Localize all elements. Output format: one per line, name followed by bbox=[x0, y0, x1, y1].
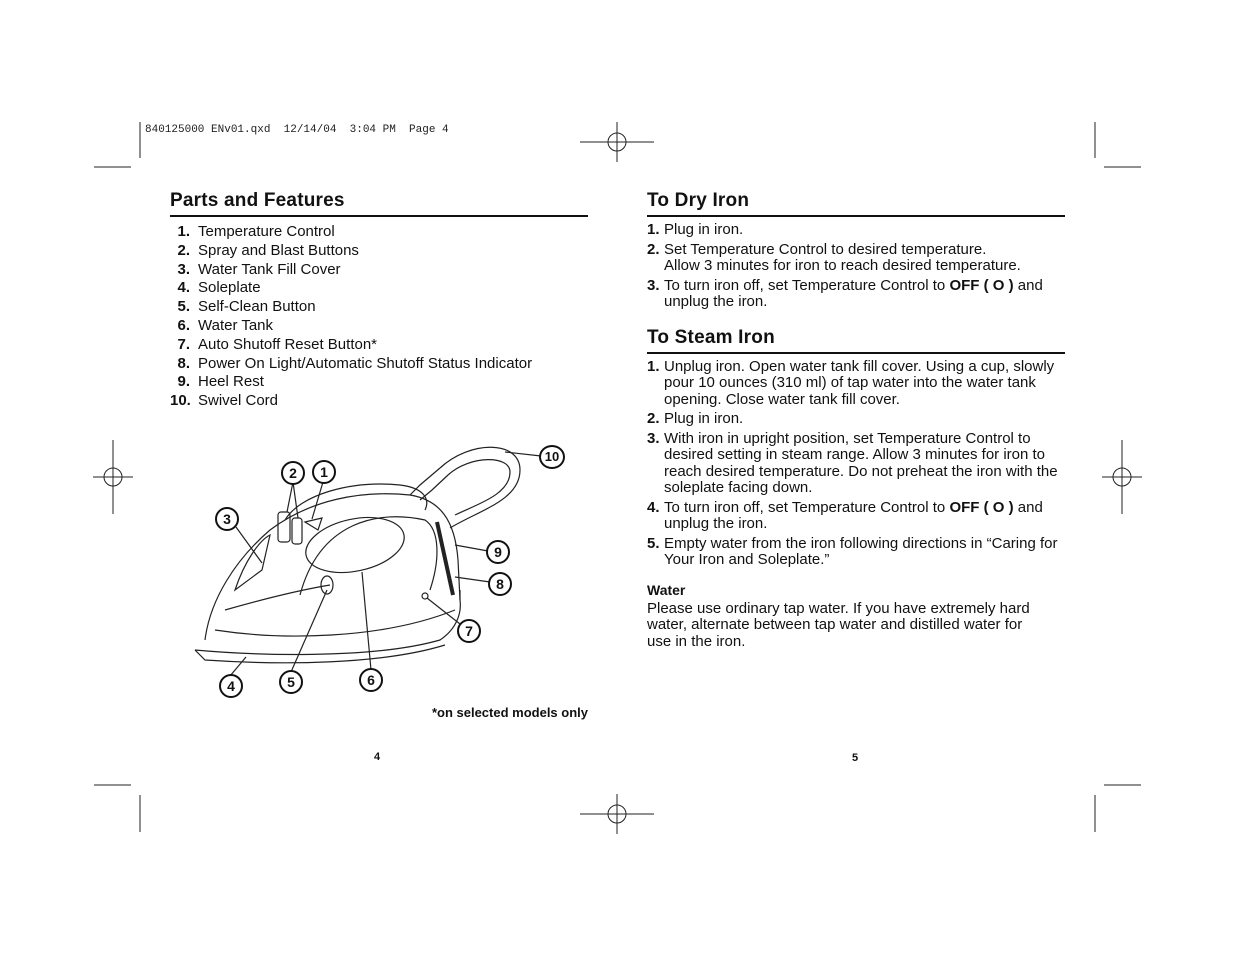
list-item: 9. Heel Rest bbox=[177, 373, 264, 391]
callout-9: 9 bbox=[486, 540, 510, 564]
callout-2: 2 bbox=[281, 461, 305, 485]
list-item: 7. Auto Shutoff Reset Button* bbox=[177, 335, 378, 353]
page-number-left: 4 bbox=[374, 751, 381, 763]
list-item: 2. Spray and Blast Buttons bbox=[177, 241, 359, 259]
list-item: 3. With iron in upright position, set Temperature Control to desired setting in steam range. Allow 3 minutes for iron to reach desired temperature. Do not preheat the iron with the soleplate facing down. bbox=[647, 429, 1058, 496]
list-item: 3. Water Tank Fill Cover bbox=[177, 260, 341, 278]
callout-4: 4 bbox=[219, 674, 243, 698]
list-item: 5. Empty water from the iron following directions in “Caring for Your Iron and Soleplate.” bbox=[647, 534, 1058, 568]
list-item: 5. Self-Clean Button bbox=[177, 298, 316, 316]
callout-8: 8 bbox=[488, 572, 512, 596]
list-item: 2. Set Temperature Control to desired temperature. Allow 3 minutes for iron to reach desired temperature. bbox=[647, 240, 1021, 274]
list-item: 1. Plug in iron. bbox=[647, 221, 744, 238]
list-item: 6. Water Tank bbox=[177, 316, 274, 334]
footnote: *on selected models only bbox=[431, 705, 588, 720]
callout-7: 7 bbox=[457, 619, 481, 643]
list-item: 1. Temperature Control bbox=[177, 223, 335, 240]
list-item: 10. Swivel Cord bbox=[170, 392, 279, 410]
water-heading: Water bbox=[647, 581, 686, 598]
callout-10: 10 bbox=[539, 445, 565, 469]
water-paragraph: Please use ordinary tap water. If you have extremely hard water, alternate between tap water and distilled water for use in the iron. bbox=[647, 599, 1030, 650]
list-item: 2. Plug in iron. bbox=[647, 410, 744, 427]
callout-6: 6 bbox=[359, 668, 383, 692]
callout-5: 5 bbox=[279, 670, 303, 694]
list-item: 8. Power On Light/Automatic Shutoff Status Indicator bbox=[177, 354, 533, 372]
callout-1: 1 bbox=[312, 460, 336, 484]
list-item: 4. Soleplate bbox=[177, 279, 261, 297]
page-number-right: 5 bbox=[852, 752, 859, 764]
dry-iron-heading: To Dry Iron bbox=[647, 190, 1065, 217]
list-item: 4. To turn iron off, set Temperature Control to OFF ( O ) and unplug the iron. bbox=[647, 498, 1043, 532]
parts-features-heading: Parts and Features bbox=[170, 190, 588, 217]
list-item: 3. To turn iron off, set Temperature Control to OFF ( O ) and unplug the iron. bbox=[647, 276, 1043, 310]
dry-iron-steps bbox=[647, 222, 1065, 311]
print-slug-line: 840125000 ENv01.qxd 12/14/04 3:04 PM Page 4 bbox=[145, 124, 449, 136]
callout-3: 3 bbox=[215, 507, 239, 531]
list-item: 1. Unplug iron. Open water tank fill cover. Using a cup, slowly pour 10 ounces (310 ml) of tap water into the water tank opening. Close water tank fill cover. bbox=[647, 357, 1055, 408]
steam-iron-steps bbox=[647, 359, 1065, 569]
steam-iron-heading: To Steam Iron bbox=[647, 327, 1065, 354]
right-page bbox=[647, 190, 1065, 650]
